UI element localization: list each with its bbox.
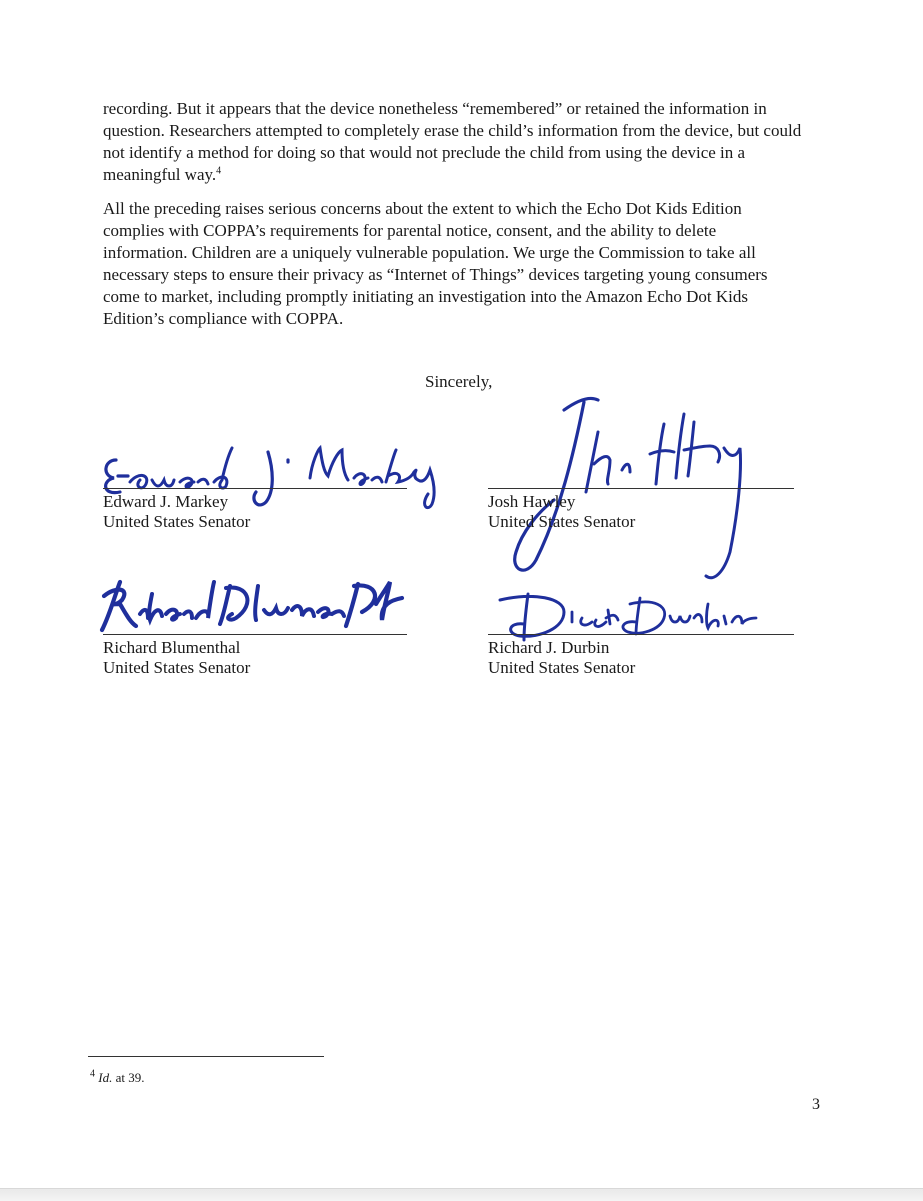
signature-line-hawley	[488, 488, 794, 489]
footnote-citation-rest: at 39.	[112, 1070, 145, 1085]
body-paragraph-2: All the preceding raises serious concerns about the extent to which the Echo Dot Kids Edition complies with COPPA’s requirements for parental notice, consent, and the ability to delete information. Children are a uniquely vulnerable population. We urge the Commission to take all necessary steps to ensure their privacy as “Internet of Things” devices targeting young consumers come to market, including promptly initiating an investigation into the Amazon Echo Dot Kids Edition’s compliance with COPPA.	[103, 199, 768, 328]
footnote-number: 4	[90, 1068, 95, 1080]
closing-salutation: Sincerely,	[425, 372, 493, 391]
footnote	[90, 1070, 144, 1086]
signatory-name-hawley: Josh Hawley	[488, 492, 576, 511]
body-paragraph-1	[103, 98, 803, 186]
signatory-name-blumenthal: Richard Blumenthal	[103, 638, 241, 657]
signatory-title-blumenthal: United States Senator	[103, 658, 251, 677]
footnote-citation-italic: Id.	[98, 1070, 113, 1085]
signature-line-markey	[103, 488, 407, 489]
signatory-title-markey: United States Senator	[103, 512, 251, 531]
signature-line-durbin	[488, 634, 794, 635]
signatory-title-hawley: United States Senator	[488, 512, 636, 531]
footnote-reference[interactable]: 4	[216, 165, 222, 177]
signatory-name-durbin: Richard J. Durbin	[488, 638, 610, 657]
signatory-name-markey: Edward J. Markey	[103, 492, 229, 511]
page-number: 3	[812, 1096, 820, 1113]
footnote-divider	[88, 1056, 324, 1057]
signature-blumenthal	[92, 574, 412, 634]
signature-line-blumenthal	[103, 634, 407, 635]
body-paragraph-1-text: recording. But it appears that the device nonetheless “remembered” or retained the information in question. Researchers attempted to completely erase the child’s information from the device, but could not identify a method for doing so that would not preclude the child from using the device in a meaningful way.	[103, 99, 802, 184]
page-bottom-edge	[0, 1188, 923, 1201]
signatory-title-durbin: United States Senator	[488, 658, 636, 677]
